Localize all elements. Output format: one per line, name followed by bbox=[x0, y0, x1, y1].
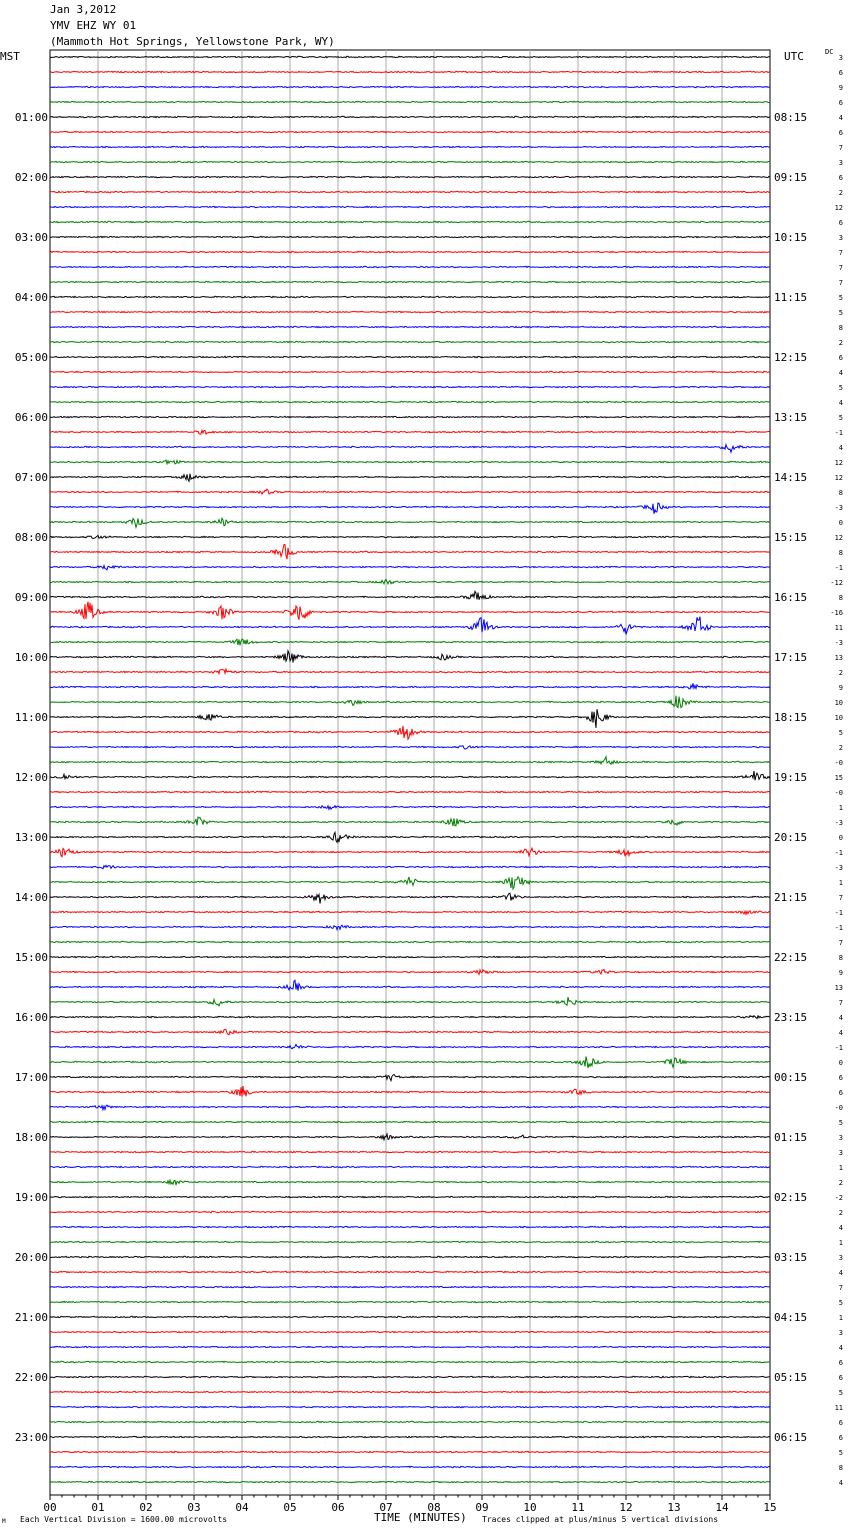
right-hour-label: 08:15 bbox=[774, 111, 808, 124]
dc-offset-value: 6 bbox=[838, 129, 843, 137]
dc-offset-value: 5 bbox=[838, 1449, 843, 1457]
seismic-trace bbox=[50, 371, 770, 372]
seismic-trace bbox=[50, 806, 770, 810]
dc-offset-value: 5 bbox=[838, 384, 843, 392]
dc-offset-value: 12 bbox=[834, 459, 843, 467]
left-hour-label: 11:00 bbox=[14, 711, 48, 724]
dc-offset-value: 1 bbox=[838, 1314, 843, 1322]
left-hour-label: 04:00 bbox=[14, 291, 48, 304]
left-hour-label: 06:00 bbox=[14, 411, 48, 424]
dc-offset-value: -3 bbox=[834, 504, 843, 512]
x-tick-label: 13 bbox=[667, 1501, 681, 1514]
seismic-trace bbox=[50, 602, 770, 620]
left-hour-label: 01:00 bbox=[14, 111, 48, 124]
left-hour-label: 18:00 bbox=[14, 1131, 48, 1144]
x-tick-label: 10 bbox=[523, 1501, 537, 1514]
dc-offset-value: 8 bbox=[838, 489, 843, 497]
seismic-trace bbox=[50, 1466, 770, 1467]
dc-offset-value: 2 bbox=[838, 744, 843, 752]
seismic-trace bbox=[50, 1196, 770, 1197]
dc-offset-value: 9 bbox=[838, 969, 843, 977]
seismic-trace bbox=[50, 1016, 770, 1019]
seismic-trace bbox=[50, 1481, 770, 1482]
right-hour-label: 22:15 bbox=[774, 951, 808, 964]
dc-offset-value: -1 bbox=[834, 564, 843, 572]
dc-offset-value: 3 bbox=[838, 1254, 843, 1262]
right-hour-label: 17:15 bbox=[774, 651, 808, 664]
dc-offset-value: 3 bbox=[838, 159, 843, 167]
dc-offset-value: 2 bbox=[838, 1179, 843, 1187]
seismic-trace bbox=[50, 941, 770, 942]
left-hour-label: 23:00 bbox=[14, 1431, 48, 1444]
left-hour-label: 20:00 bbox=[14, 1251, 48, 1264]
dc-offset-value: 5 bbox=[838, 414, 843, 422]
dc-offset-value: 0 bbox=[838, 834, 843, 842]
right-hour-label: 15:15 bbox=[774, 531, 808, 544]
seismic-trace bbox=[50, 579, 770, 584]
x-tick-label: 00 bbox=[43, 1501, 57, 1514]
seismic-trace bbox=[50, 683, 770, 689]
seismic-trace bbox=[50, 1406, 770, 1407]
dc-offset-header: DC bbox=[825, 48, 834, 56]
seismic-trace bbox=[50, 1134, 770, 1140]
dc-offset-value: 13 bbox=[834, 654, 843, 662]
right-hour-label: 11:15 bbox=[774, 291, 808, 304]
dc-offset-value: 4 bbox=[838, 1344, 843, 1352]
seismic-trace bbox=[50, 116, 770, 117]
dc-offset-value: -0 bbox=[834, 759, 843, 767]
dc-offset-value: 1 bbox=[838, 879, 843, 887]
seismic-trace bbox=[50, 997, 770, 1006]
seismic-trace bbox=[50, 1286, 770, 1287]
seismic-trace bbox=[50, 1075, 770, 1081]
left-hour-label: 03:00 bbox=[14, 231, 48, 244]
seismic-trace bbox=[50, 251, 770, 252]
seismic-trace bbox=[50, 206, 770, 207]
dc-offset-value: 7 bbox=[838, 939, 843, 947]
dc-offset-value: 11 bbox=[834, 1404, 843, 1412]
seismic-trace bbox=[50, 191, 770, 192]
dc-offset-value: 9 bbox=[838, 84, 843, 92]
seismic-trace bbox=[50, 1256, 770, 1257]
dc-offset-value: 15 bbox=[834, 774, 843, 782]
dc-offset-value: 3 bbox=[838, 234, 843, 242]
seismic-trace bbox=[50, 1271, 770, 1272]
dc-offset-value: 5 bbox=[838, 294, 843, 302]
dc-offset-value: 5 bbox=[838, 1299, 843, 1307]
dc-offset-value: 4 bbox=[838, 1029, 843, 1037]
seismic-trace bbox=[50, 503, 770, 514]
seismic-trace bbox=[50, 71, 770, 72]
dc-offset-value: 4 bbox=[838, 1479, 843, 1487]
x-tick-label: 14 bbox=[715, 1501, 729, 1514]
seismic-trace bbox=[50, 925, 770, 929]
station-code: YMV EHZ WY 01 bbox=[50, 19, 137, 32]
x-tick-label: 01 bbox=[91, 1501, 105, 1514]
dc-offset-value: 8 bbox=[838, 594, 843, 602]
right-hour-label: 12:15 bbox=[774, 351, 808, 364]
right-hour-label: 03:15 bbox=[774, 1251, 808, 1264]
xaxis-title: TIME (MINUTES) bbox=[374, 1511, 467, 1524]
right-hour-label: 13:15 bbox=[774, 411, 808, 424]
dc-offset-value: 1 bbox=[838, 1239, 843, 1247]
dc-offset-value: 6 bbox=[838, 1089, 843, 1097]
seismic-trace bbox=[50, 1376, 770, 1377]
dc-offset-value: 4 bbox=[838, 444, 843, 452]
seismic-trace bbox=[50, 1057, 770, 1069]
seismic-trace bbox=[50, 341, 770, 342]
seismic-trace bbox=[50, 1346, 770, 1347]
seismic-trace bbox=[50, 791, 770, 792]
dc-offset-value: 4 bbox=[838, 399, 843, 407]
seismic-trace bbox=[50, 221, 770, 222]
seismic-trace bbox=[50, 326, 770, 327]
dc-offset-value: 5 bbox=[838, 1119, 843, 1127]
seismic-trace bbox=[50, 848, 770, 857]
dc-offset-value: 5 bbox=[838, 729, 843, 737]
seismic-trace bbox=[50, 545, 770, 560]
right-hour-label: 05:15 bbox=[774, 1371, 808, 1384]
right-timezone-label: UTC bbox=[784, 50, 804, 63]
dc-offset-value: -12 bbox=[830, 579, 843, 587]
dc-offset-value: 7 bbox=[838, 279, 843, 287]
dc-offset-value: -2 bbox=[834, 1194, 843, 1202]
x-tick-label: 02 bbox=[139, 1501, 153, 1514]
right-hour-label: 10:15 bbox=[774, 231, 808, 244]
x-tick-label: 15 bbox=[763, 1501, 777, 1514]
dc-offset-value: -1 bbox=[834, 429, 843, 437]
seismic-trace bbox=[50, 518, 770, 527]
seismic-trace bbox=[50, 669, 770, 674]
seismic-trace bbox=[50, 131, 770, 132]
seismic-trace bbox=[50, 1301, 770, 1302]
seismic-trace bbox=[50, 1151, 770, 1152]
x-tick-label: 03 bbox=[187, 1501, 201, 1514]
dc-offset-value: 6 bbox=[838, 1419, 843, 1427]
dc-offset-value: 7 bbox=[838, 249, 843, 257]
dc-offset-value: 11 bbox=[834, 624, 843, 632]
dc-offset-value: 4 bbox=[838, 369, 843, 377]
right-hour-label: 20:15 bbox=[774, 831, 808, 844]
dc-offset-value: 10 bbox=[834, 699, 843, 707]
seismic-trace bbox=[50, 1045, 770, 1049]
seismic-trace bbox=[50, 1029, 770, 1034]
dc-offset-value: 6 bbox=[838, 1074, 843, 1082]
seismic-trace bbox=[50, 416, 770, 417]
seismic-trace bbox=[50, 771, 770, 780]
dc-offset-value: -3 bbox=[834, 819, 843, 827]
x-tick-label: 09 bbox=[475, 1501, 489, 1514]
seismic-trace bbox=[50, 591, 770, 599]
dc-offset-value: 6 bbox=[838, 1434, 843, 1442]
seismic-trace bbox=[50, 86, 770, 87]
left-hour-label: 16:00 bbox=[14, 1011, 48, 1024]
right-hour-label: 06:15 bbox=[774, 1431, 808, 1444]
left-hour-label: 02:00 bbox=[14, 171, 48, 184]
dc-offset-value: 2 bbox=[838, 189, 843, 197]
seismic-trace bbox=[50, 865, 770, 868]
dc-offset-value: -1 bbox=[834, 924, 843, 932]
seismic-trace bbox=[50, 1121, 770, 1122]
dc-offset-value: 2 bbox=[838, 339, 843, 347]
dc-offset-value: -16 bbox=[830, 609, 843, 617]
seismic-trace bbox=[50, 757, 770, 764]
dc-offset-value: 6 bbox=[838, 1359, 843, 1367]
dc-offset-value: 3 bbox=[838, 1329, 843, 1337]
seismic-trace bbox=[50, 1241, 770, 1242]
seismic-trace bbox=[50, 696, 770, 708]
x-tick-label: 07 bbox=[379, 1501, 393, 1514]
seismic-trace bbox=[50, 893, 770, 903]
right-hour-label: 01:15 bbox=[774, 1131, 808, 1144]
x-tick-label: 12 bbox=[619, 1501, 633, 1514]
seismic-trace bbox=[50, 1436, 770, 1437]
seismic-trace bbox=[50, 489, 770, 494]
left-hour-label: 15:00 bbox=[14, 951, 48, 964]
seismic-trace bbox=[50, 980, 770, 990]
right-hour-label: 23:15 bbox=[774, 1011, 808, 1024]
dc-offset-value: 8 bbox=[838, 549, 843, 557]
dc-offset-value: 6 bbox=[838, 1374, 843, 1382]
right-hour-label: 21:15 bbox=[774, 891, 808, 904]
dc-offset-value: 12 bbox=[834, 204, 843, 212]
seismic-trace bbox=[50, 535, 770, 538]
left-hour-label: 05:00 bbox=[14, 351, 48, 364]
seismic-trace bbox=[50, 1391, 770, 1392]
seismic-trace bbox=[50, 401, 770, 402]
left-hour-label: 10:00 bbox=[14, 651, 48, 664]
seismic-trace bbox=[50, 146, 770, 147]
seismic-trace bbox=[50, 1211, 770, 1212]
seismic-trace bbox=[50, 430, 770, 434]
dc-offset-value: 2 bbox=[838, 669, 843, 677]
left-hour-label: 22:00 bbox=[14, 1371, 48, 1384]
dc-offset-value: 6 bbox=[838, 354, 843, 362]
dc-offset-value: -1 bbox=[834, 1044, 843, 1052]
dc-offset-value: -0 bbox=[834, 1104, 843, 1112]
dc-offset-value: 4 bbox=[838, 1014, 843, 1022]
dc-offset-value: 0 bbox=[838, 519, 843, 527]
right-hour-label: 14:15 bbox=[774, 471, 808, 484]
right-hour-label: 19:15 bbox=[774, 771, 808, 784]
left-hour-label: 21:00 bbox=[14, 1311, 48, 1324]
seismic-trace bbox=[50, 296, 770, 297]
x-tick-label: 06 bbox=[331, 1501, 345, 1514]
dc-offset-value: 8 bbox=[838, 954, 843, 962]
station-location: (Mammoth Hot Springs, Yellowstone Park, WY) bbox=[50, 35, 335, 48]
seismic-trace bbox=[50, 1105, 770, 1110]
left-hour-label: 12:00 bbox=[14, 771, 48, 784]
seismic-trace bbox=[50, 956, 770, 957]
seismic-trace bbox=[50, 911, 770, 915]
seismic-trace bbox=[50, 1180, 770, 1185]
left-timezone-label: MST bbox=[0, 50, 20, 63]
dc-offset-value: 7 bbox=[838, 999, 843, 1007]
seismic-trace bbox=[50, 311, 770, 312]
dc-offset-value: -0 bbox=[834, 789, 843, 797]
left-hour-label: 13:00 bbox=[14, 831, 48, 844]
right-hour-label: 02:15 bbox=[774, 1191, 808, 1204]
seismic-trace bbox=[50, 746, 770, 749]
corner-mark: M bbox=[2, 1518, 6, 1525]
dc-offset-value: 6 bbox=[838, 99, 843, 107]
seismic-trace bbox=[50, 1451, 770, 1452]
dc-offset-value: -1 bbox=[834, 849, 843, 857]
dc-offset-value: 4 bbox=[838, 1269, 843, 1277]
dc-offset-value: 7 bbox=[838, 264, 843, 272]
seismic-trace bbox=[50, 726, 770, 739]
clip-note: Traces clipped at plus/minus 5 vertical divisions bbox=[482, 1515, 719, 1524]
left-hour-label: 17:00 bbox=[14, 1071, 48, 1084]
right-hour-label: 16:15 bbox=[774, 591, 808, 604]
seismic-trace bbox=[50, 651, 770, 663]
dc-offset-value: 8 bbox=[838, 324, 843, 332]
seismic-trace bbox=[50, 1361, 770, 1362]
left-hour-label: 19:00 bbox=[14, 1191, 48, 1204]
seismic-trace bbox=[50, 281, 770, 282]
dc-offset-value: 6 bbox=[838, 69, 843, 77]
dc-offset-value: 1 bbox=[838, 804, 843, 812]
seismic-trace bbox=[50, 639, 770, 645]
seismic-trace bbox=[50, 709, 770, 728]
seismic-trace bbox=[50, 474, 770, 482]
right-hour-label: 18:15 bbox=[774, 711, 808, 724]
dc-offset-value: 6 bbox=[838, 174, 843, 182]
seismic-trace bbox=[50, 566, 770, 570]
dc-offset-value: 6 bbox=[838, 219, 843, 227]
seismic-trace bbox=[50, 877, 770, 889]
dc-offset-value: 4 bbox=[838, 1224, 843, 1232]
dc-offset-value: 13 bbox=[834, 984, 843, 992]
dc-offset-value: 7 bbox=[838, 144, 843, 152]
left-hour-label: 09:00 bbox=[14, 591, 48, 604]
dc-offset-value: 12 bbox=[834, 534, 843, 542]
x-tick-label: 05 bbox=[283, 1501, 297, 1514]
right-hour-label: 09:15 bbox=[774, 171, 808, 184]
seismic-trace bbox=[50, 969, 770, 974]
plot-date: Jan 3,2012 bbox=[50, 3, 117, 16]
dc-offset-value: 1 bbox=[838, 1164, 843, 1172]
left-hour-label: 14:00 bbox=[14, 891, 48, 904]
seismic-trace bbox=[50, 1316, 770, 1317]
dc-offset-value: -3 bbox=[834, 864, 843, 872]
dc-offset-value: 7 bbox=[838, 894, 843, 902]
seismic-trace bbox=[50, 1421, 770, 1422]
seismic-trace bbox=[50, 1166, 770, 1167]
dc-offset-value: 9 bbox=[838, 684, 843, 692]
dc-offset-value: 3 bbox=[838, 1149, 843, 1157]
seismic-trace bbox=[50, 176, 770, 177]
seismic-trace bbox=[50, 56, 770, 57]
seismic-trace bbox=[50, 386, 770, 387]
seismic-trace bbox=[50, 101, 770, 102]
seismic-trace bbox=[50, 832, 770, 842]
seismic-trace bbox=[50, 617, 770, 635]
x-tick-label: 08 bbox=[427, 1501, 441, 1514]
dc-offset-value: 12 bbox=[834, 474, 843, 482]
dc-offset-value: 2 bbox=[838, 1209, 843, 1217]
dc-offset-value: 5 bbox=[838, 1389, 843, 1397]
seismic-trace bbox=[50, 356, 770, 357]
dc-offset-value: 5 bbox=[838, 309, 843, 317]
seismic-trace bbox=[50, 1331, 770, 1332]
seismic-trace bbox=[50, 266, 770, 267]
dc-offset-value: 0 bbox=[838, 1059, 843, 1067]
dc-offset-value: 3 bbox=[838, 54, 843, 62]
seismic-trace bbox=[50, 460, 770, 464]
seismic-trace bbox=[50, 445, 770, 453]
left-hour-label: 07:00 bbox=[14, 471, 48, 484]
scale-note: Each Vertical Division = 1600.00 microvolts bbox=[20, 1515, 228, 1524]
seismic-trace bbox=[50, 161, 770, 162]
dc-offset-value: 7 bbox=[838, 1284, 843, 1292]
dc-offset-value: 3 bbox=[838, 1134, 843, 1142]
right-hour-label: 04:15 bbox=[774, 1311, 808, 1324]
x-tick-label: 11 bbox=[571, 1501, 585, 1514]
dc-offset-value: 4 bbox=[838, 114, 843, 122]
left-hour-label: 08:00 bbox=[14, 531, 48, 544]
dc-offset-value: -3 bbox=[834, 639, 843, 647]
seismic-trace bbox=[50, 1226, 770, 1227]
x-tick-label: 04 bbox=[235, 1501, 249, 1514]
right-hour-label: 00:15 bbox=[774, 1071, 808, 1084]
dc-offset-value: 10 bbox=[834, 714, 843, 722]
seismic-trace bbox=[50, 236, 770, 237]
dc-offset-value: 8 bbox=[838, 1464, 843, 1472]
seismic-trace bbox=[50, 1086, 770, 1097]
seismic-trace bbox=[50, 817, 770, 826]
dc-offset-value: -1 bbox=[834, 909, 843, 917]
